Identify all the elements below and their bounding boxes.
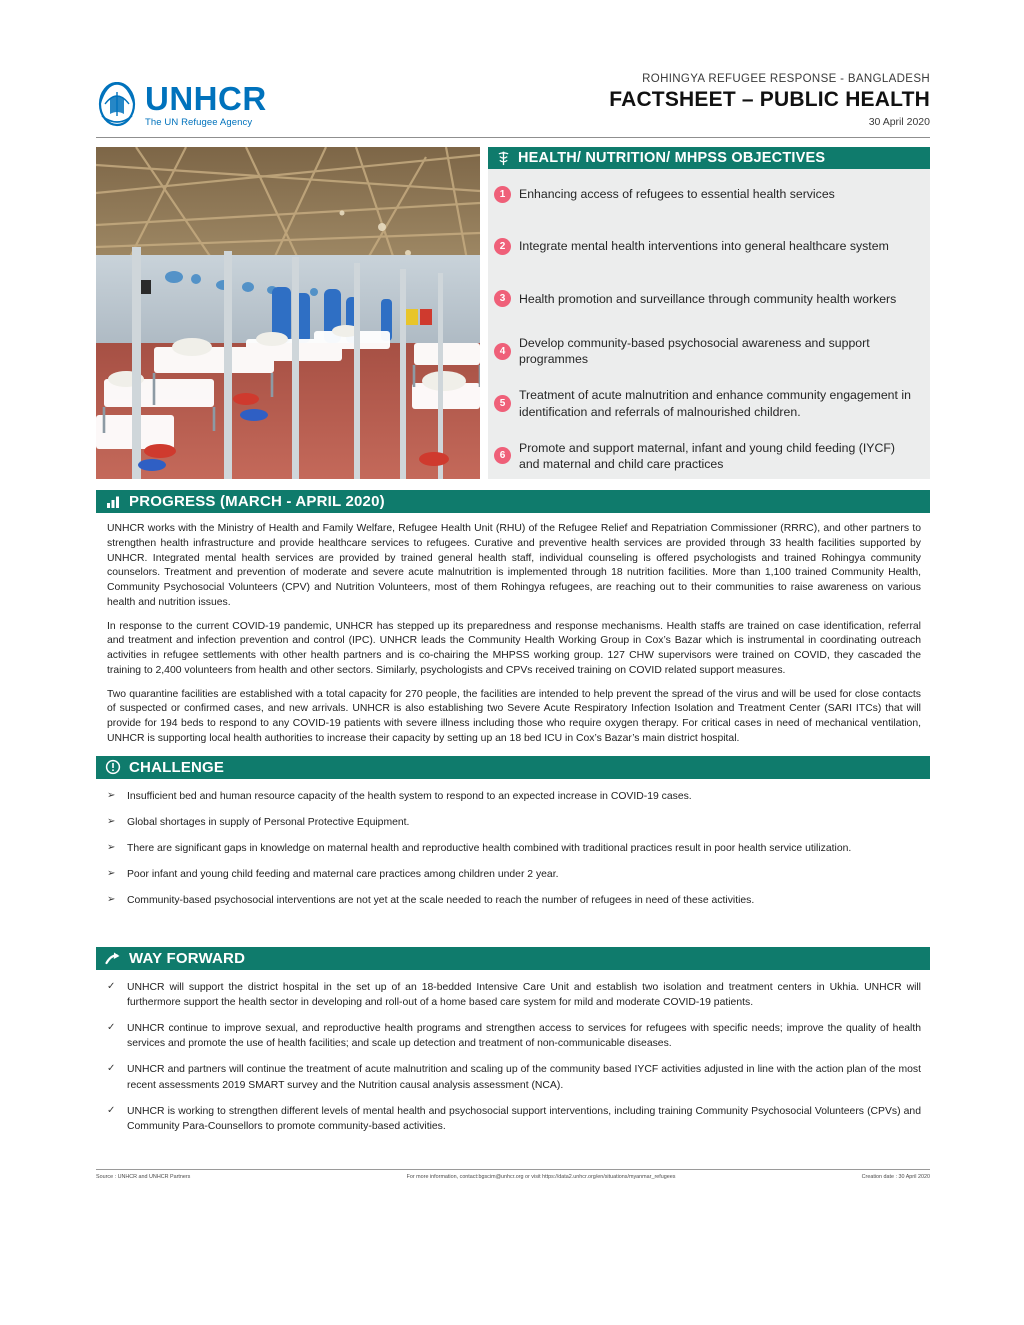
way-forward-item: [107, 980, 921, 1010]
way-forward-item-text: UNHCR will support the district hospital in the set up of an 18-bedded Intensive Care Unit and establish two isolation and treatment centers in Ukhia. UNHCR will furthermore support the health sector in developing and roll-out of a home based care system for mild and moderate COVID-19 patients.: [127, 982, 921, 1009]
challenge-item: [107, 815, 921, 830]
arrow-bullet-icon: ➢: [107, 894, 116, 906]
check-bullet-icon: ✓: [107, 1104, 116, 1116]
unhcr-logo: [96, 82, 267, 130]
challenge-item: [107, 867, 921, 882]
objective-number: 5: [494, 395, 511, 412]
objective-text: Develop community-based psychosocial awareness and support programmes: [519, 335, 870, 367]
progress-header-label: PROGRESS (MARCH - APRIL 2020): [129, 493, 385, 510]
challenge-item-text: Poor infant and young child feeding and maternal care practices among children under 2 year.: [127, 868, 559, 880]
objective-text: Promote and support maternal, infant and young child feeding (IYCF) and maternal and child care practices: [519, 440, 895, 471]
hospital-ward-photo: [96, 147, 480, 479]
document-date: 30 April 2020: [868, 116, 930, 128]
logo-name: UNHCR: [145, 80, 267, 117]
objective-number: 6: [494, 447, 511, 464]
objective-text: Enhancing access of refugees to essential health services: [519, 186, 835, 201]
logo-tagline: The UN Refugee Agency: [145, 117, 253, 128]
way-forward-item-text: UNHCR and partners will continue the treatment of acute malnutrition and scaling up of the community based IYCF activities adjusted in line with the action plan of the most recent assessments 2019 SMART survey and the Nutrition causal analysis assessment (NCA).: [127, 1064, 921, 1091]
document-header: [96, 0, 930, 130]
hero-row: [96, 147, 930, 479]
challenge-item: [107, 789, 921, 804]
challenge-item-text: Global shortages in supply of Personal Protective Equipment.: [127, 816, 410, 828]
progress-paragraph: In response to the current COVID-19 pandemic, UNHCR has stepped up its preparedness and response mechanisms. Health staffs are trained on case identification, referral and treatment and infection prevention and control (IPC). UNHCR leads the Community Health Working Group in Cox’s Bazar which is instrumental in coordinating outreach activities in refugee settlements with other health partners and is co-chairing the MHPSS working group. 127 CHW supervisors were trained on COVID, they cascaded the training to 2,400 volunteers from health and other sectors. Similarly, psychologists and CPVs received training on COVID related support measures.: [107, 620, 921, 676]
objective-text: Integrate mental health interventions into general healthcare system: [519, 239, 889, 254]
footer-creation-date: Creation date : 30 April 2020: [861, 1173, 930, 1180]
way-forward-item: [107, 1062, 921, 1092]
page-title: FACTSHEET – PUBLIC HEALTH: [609, 88, 930, 111]
arrow-bullet-icon: ➢: [107, 815, 116, 827]
progress-header: [96, 490, 930, 513]
curved-arrow-icon: [105, 951, 121, 967]
objective-item: [494, 439, 918, 473]
challenge-list: [96, 779, 930, 925]
objectives-list: [488, 169, 930, 479]
document-footer: [96, 1170, 930, 1180]
check-bullet-icon: ✓: [107, 981, 116, 993]
challenge-item-text: Community-based psychosocial interventions are not yet at the scale needed to reach the number of refugees in need of these activities.: [127, 895, 755, 907]
objective-item: [494, 177, 918, 211]
progress-body: [96, 513, 930, 747]
objective-text: Treatment of acute malnutrition and enhance community engagement in identification and referrals of malnourished children.: [519, 388, 911, 419]
objective-number: 2: [494, 238, 511, 255]
arrow-bullet-icon: ➢: [107, 789, 116, 801]
challenge-item-text: Insufficient bed and human resource capacity of the health system to respond to an expected increase in COVID-19 cases.: [127, 790, 692, 802]
footer-source: Source : UNHCR and UNHCR Partners: [96, 1173, 191, 1180]
objective-number: 4: [494, 343, 511, 360]
bar-chart-icon: [105, 494, 121, 510]
objective-number: 3: [494, 290, 511, 307]
spacer: [96, 925, 930, 947]
objective-item: [494, 387, 918, 421]
way-forward-item-text: UNHCR is working to strengthen different levels of mental health and psychosocial support interventions, including training Community Psychosocial Volunteers (CPVs) and Community Para-Counsellors to promote community-based activities.: [127, 1105, 921, 1132]
footer-contact[interactable]: For more information, contact:bgscim@unhcr.org or visit https://data2.unhcr.org/en/situations/myanmar_refugees: [406, 1173, 676, 1180]
alert-gear-icon: [105, 759, 121, 775]
way-forward-list: [96, 970, 930, 1151]
objective-item: [494, 334, 918, 368]
arrow-bullet-icon: ➢: [107, 867, 116, 879]
objective-text: Health promotion and surveillance through community health workers: [519, 291, 897, 306]
objectives-header: [488, 147, 930, 169]
title-block: [609, 73, 930, 130]
challenge-item: [107, 893, 921, 908]
check-bullet-icon: ✓: [107, 1022, 116, 1034]
arrow-bullet-icon: ➢: [107, 841, 116, 853]
objectives-panel: [488, 147, 930, 479]
challenge-item-text: There are significant gaps in knowledge on maternal health and reproductive health combined with traditional practices result in poor health service utilization.: [127, 842, 852, 854]
progress-paragraph: UNHCR works with the Ministry of Health and Family Welfare, Refugee Health Unit (RHU) of the Refugee Relief and Repatriation Commissioner (RRRC), and other partners to strengthen health infrastructure and provide healthcare services to refugees. Curative and preventive health services are provided through 33 health facilities supported by UNHCR. Integrated mental health services are provided by trained general health staff, individual counseling is offered psychologists and trained Rohingya community counselors. Treatment and prevention of moderate and severe acute malnutrition is implemented through 18 nutrition facilities. More than 1,100 trained Community Health, Community Psychosocial Volunteers (CPV) and Nutrition Volunteers, most of them Rohingya refugees, are reaching out to their communities to raise awareness on various health and nutrition issues.: [107, 523, 921, 608]
unhcr-emblem-icon: [96, 82, 138, 128]
way-forward-header: [96, 947, 930, 970]
objectives-header-label: HEALTH/ NUTRITION/ MHPSS OBJECTIVES: [518, 150, 826, 166]
progress-paragraph: Two quarantine facilities are established with a total capacity for 270 people, the facilities are intended to help prevent the spread of the virus and will be used for close contacts of suspected or confirmed cases, and new arrivals. UNHCR is also establishing two Severe Acute Respiratory Infection Isolation and Treatment Center (SARI ITCs) that will provide for 194 beds to respond to any COVID-19 patients with severe illness including those who require oxygen therapy. For critical cases in need of mechanical ventilation, UNHCR is supporting local health authorities to increase their capacity by setting up an 18 bed ICU in Cox’s Bazar’s main district hospital.: [107, 688, 921, 744]
challenge-header: [96, 756, 930, 779]
header-divider: [96, 137, 930, 138]
challenge-header-label: CHALLENGE: [129, 758, 225, 776]
logo-wordmark: [145, 82, 267, 128]
check-bullet-icon: ✓: [107, 1063, 116, 1075]
ward-illustration: [96, 147, 480, 479]
way-forward-item: [107, 1021, 921, 1051]
document-kicker: ROHINGYA REFUGEE RESPONSE - BANGLADESH: [642, 73, 930, 85]
way-forward-item-text: UNHCR continue to improve sexual, and reproductive health programs and strengthen access to services for refugees with specific needs; improve the quality of health services and promote the use of health facilities; and scale up detection and treatment of non-communicable diseases.: [127, 1023, 921, 1050]
way-forward-item: [107, 1104, 921, 1134]
page-content: [96, 0, 930, 1180]
way-forward-header-label: WAY FORWARD: [129, 950, 246, 968]
objective-number: 1: [494, 186, 511, 203]
caduceus-icon: [496, 151, 511, 166]
objective-item: [494, 282, 918, 316]
objective-item: [494, 229, 918, 263]
challenge-item: [107, 841, 921, 856]
spacer: [96, 479, 930, 490]
